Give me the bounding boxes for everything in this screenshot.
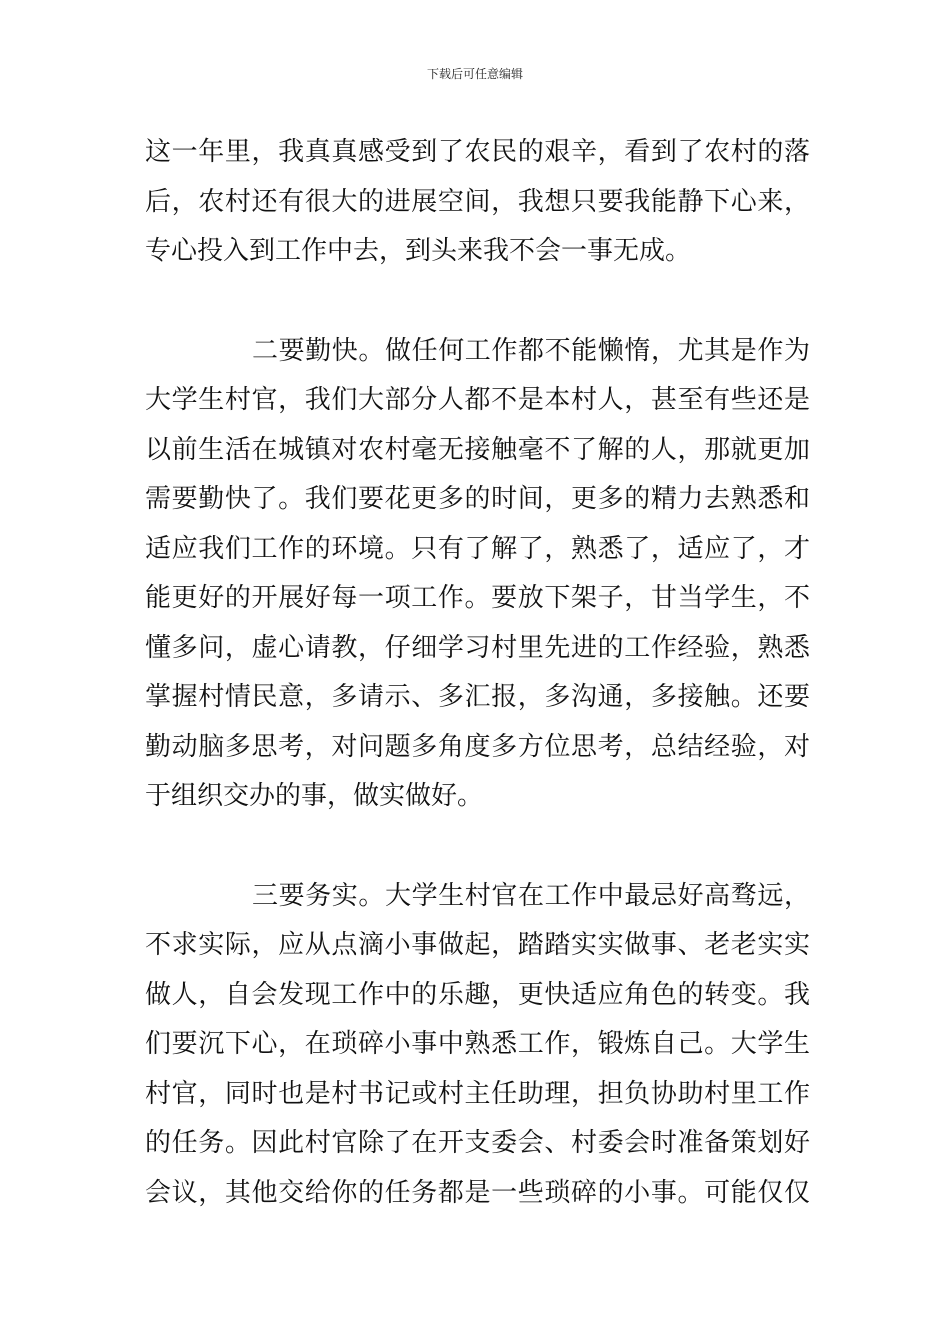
text-line: 大学生村官，我们大部分人都不是本村人，甚至有些还是 [145, 385, 810, 415]
text-line: 能更好的开展好每一项工作。要放下架子，甘当学生，不 [145, 583, 810, 613]
document-body [145, 128, 810, 1218]
text-line: 的任务。因此村官除了在开支委会、村委会时准备策划好 [145, 1128, 810, 1158]
text-line: 掌握村情民意，多请示、多汇报，多沟通，多接触。还要 [145, 682, 810, 712]
paragraph-gap [145, 822, 810, 872]
text-line: 不求实际，应从点滴小事做起，踏踏实实做事、老老实实 [145, 930, 810, 960]
text-line: 们要沉下心，在琐碎小事中熟悉工作，锻炼自己。大学生 [145, 1029, 810, 1059]
header-note: 下载后可任意编辑 [426, 67, 523, 81]
text-line: 专心投入到工作中去，到头来我不会一事无成。 [145, 236, 692, 266]
paragraph-1 [145, 128, 810, 277]
text-line: 需要勤快了。我们要花更多的时间，更多的精力去熟悉和 [145, 484, 810, 514]
text-line: 以前生活在城镇对农村毫无接触毫不了解的人，那就更加 [145, 434, 810, 465]
text-line: 村官，同时也是村书记或村主任助理，担负协助村里工作 [145, 1078, 810, 1109]
text-line: 做人，自会发现工作中的乐趣，更快适应角色的转变。我 [145, 979, 810, 1010]
text-line: 这一年里，我真真感受到了农民的艰辛，看到了农村的落 [145, 137, 810, 167]
paragraph-2 [145, 327, 810, 822]
text-line: 于组织交办的事，做实做好。 [145, 781, 484, 811]
paragraph-3 [145, 872, 810, 1219]
text-line: 二要勤快。做任何工作都不能懒惰，尤其是作为 [252, 335, 810, 366]
text-line: 勤动脑多思考，对问题多角度多方位思考，总结经验，对 [145, 731, 810, 762]
text-line: 会议，其他交给你的任务都是一些琐碎的小事。可能仅仅 [145, 1177, 810, 1208]
text-line: 三要务实。大学生村官在工作中最忌好高骛远， [252, 880, 810, 911]
text-line: 后，农村还有很大的进展空间，我想只要我能静下心来， [145, 186, 810, 217]
text-line: 适应我们工作的环境。只有了解了，熟悉了，适应了，才 [145, 533, 810, 564]
paragraph-gap [145, 277, 810, 327]
text-line: 懂多问，虚心请教，仔细学习村里先进的工作经验，熟悉 [145, 632, 810, 663]
